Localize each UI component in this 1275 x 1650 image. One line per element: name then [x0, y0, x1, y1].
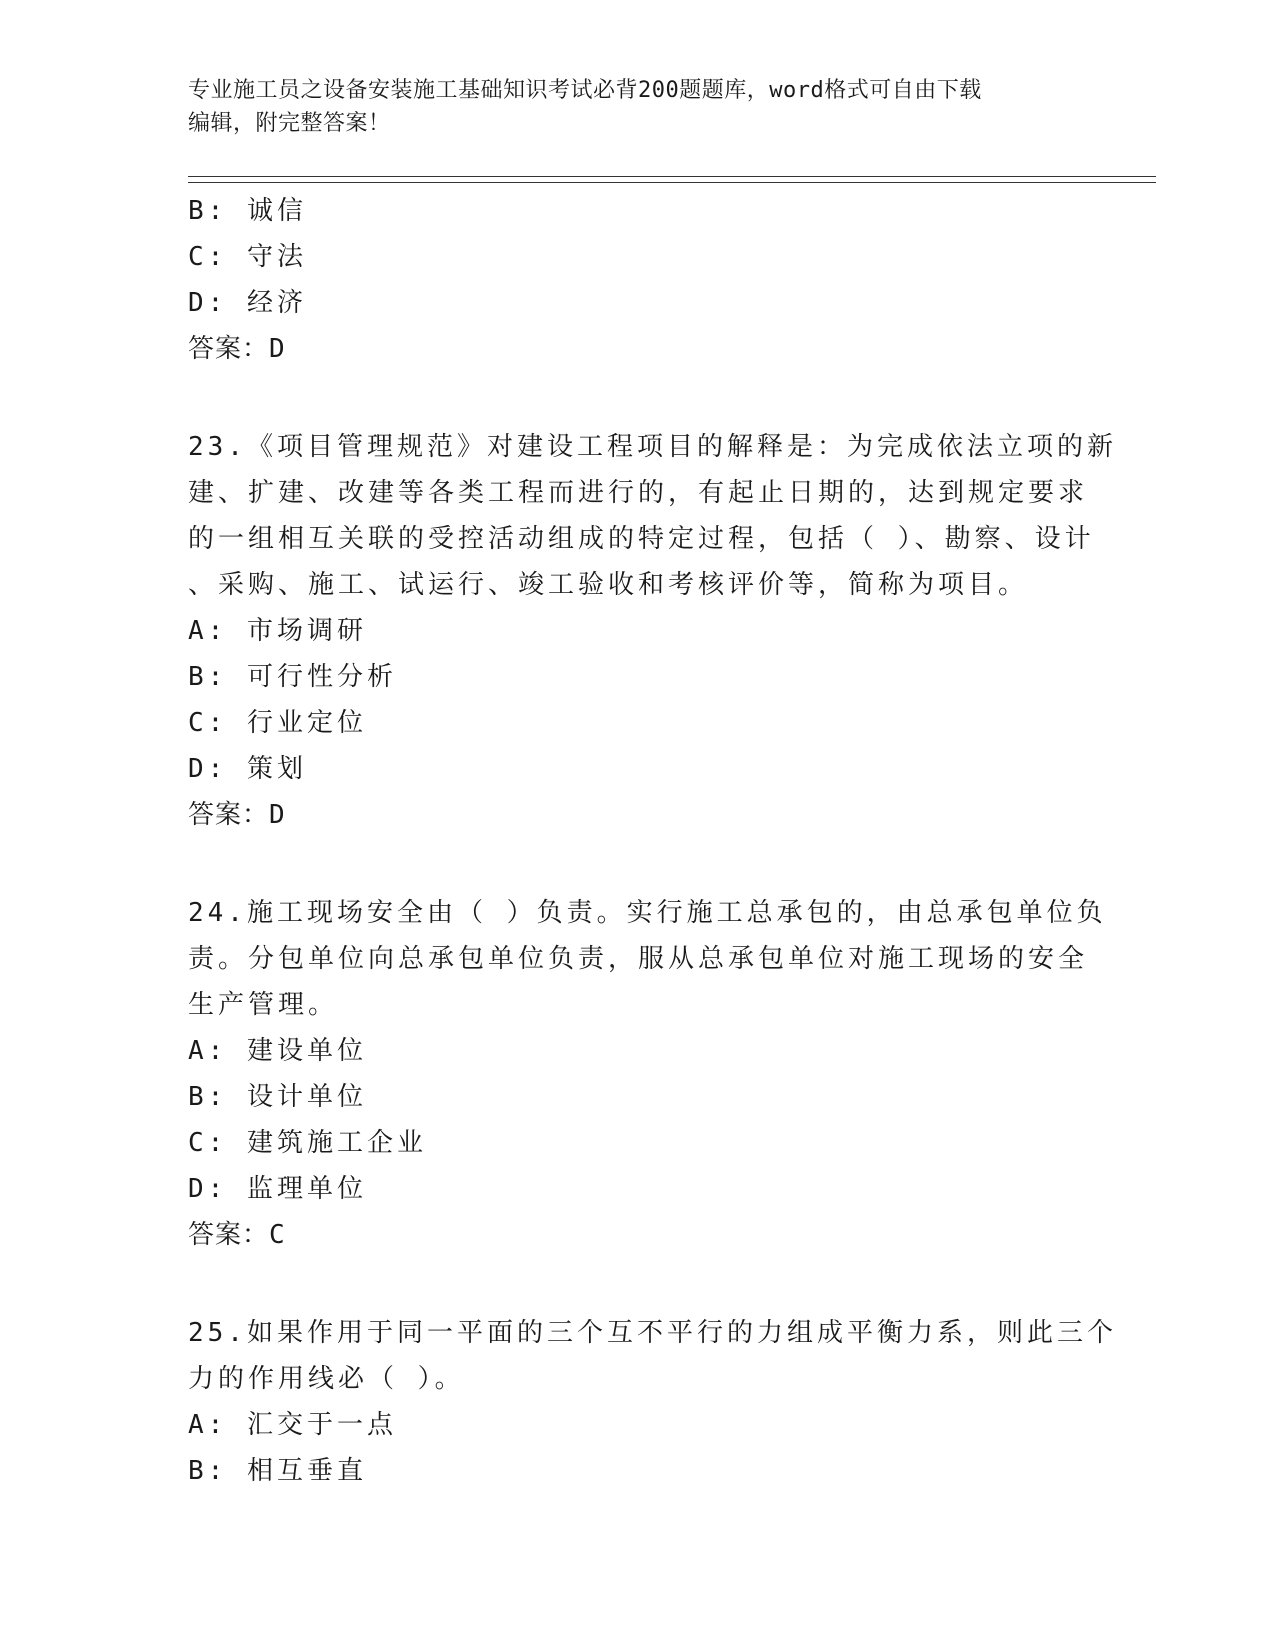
answer: 答案：C: [188, 1220, 286, 1250]
question-text-line: 24.施工现场安全由（ ）负责。实行施工总承包的，由总承包单位负: [188, 898, 1107, 928]
option-a: A: 汇交于一点: [188, 1410, 397, 1440]
header-line-2: 编辑，附完整答案！: [188, 111, 391, 136]
option-b: B: 设计单位: [188, 1082, 367, 1112]
answer: 答案：D: [188, 800, 286, 830]
option-a: A: 建设单位: [188, 1036, 367, 1066]
question-text-line: 25.如果作用于同一平面的三个互不平行的力组成平衡力系，则此三个: [188, 1318, 1117, 1348]
option-c: C: 守法: [188, 242, 307, 272]
option-a: A: 市场调研: [188, 616, 367, 646]
answer: 答案：D: [188, 334, 286, 364]
question-25: [188, 1310, 1117, 1494]
question-24: [188, 890, 1107, 1258]
option-b: B: 诚信: [188, 196, 307, 226]
option-d: D: 监理单位: [188, 1174, 367, 1204]
question-text-line: 责。分包单位向总承包单位负责，服从总承包单位对施工现场的安全: [188, 944, 1089, 974]
question-text-line: 力的作用线必（ ）。: [188, 1364, 465, 1394]
question-text-line: 、采购、施工、试运行、竣工验收和考核评价等，简称为项目。: [188, 570, 1029, 600]
option-c: C: 建筑施工企业: [188, 1128, 427, 1158]
question-text-line: 建、扩建、改建等各类工程而进行的，有起止日期的，达到规定要求: [188, 478, 1089, 508]
question-text-line: 23.《项目管理规范》对建设工程项目的解释是：为完成依法立项的新: [188, 432, 1117, 462]
option-d: D: 策划: [188, 754, 307, 784]
header-line-1: 专业施工员之设备安装施工基础知识考试必背200题题库，word格式可自由下载: [188, 78, 982, 103]
page-header: [188, 74, 1068, 140]
question-text-line: 的一组相互关联的受控活动组成的特定过程，包括（ ）、勘察、设计: [188, 524, 1095, 554]
option-c: C: 行业定位: [188, 708, 367, 738]
question-23: [188, 424, 1117, 838]
document-body: [188, 188, 1117, 1494]
option-b: B: 相互垂直: [188, 1456, 367, 1486]
question-22-tail: [188, 188, 1088, 372]
question-text-line: 生产管理。: [188, 990, 339, 1020]
header-divider: [188, 176, 1156, 183]
option-d: D: 经济: [188, 288, 307, 318]
option-b: B: 可行性分析: [188, 662, 397, 692]
